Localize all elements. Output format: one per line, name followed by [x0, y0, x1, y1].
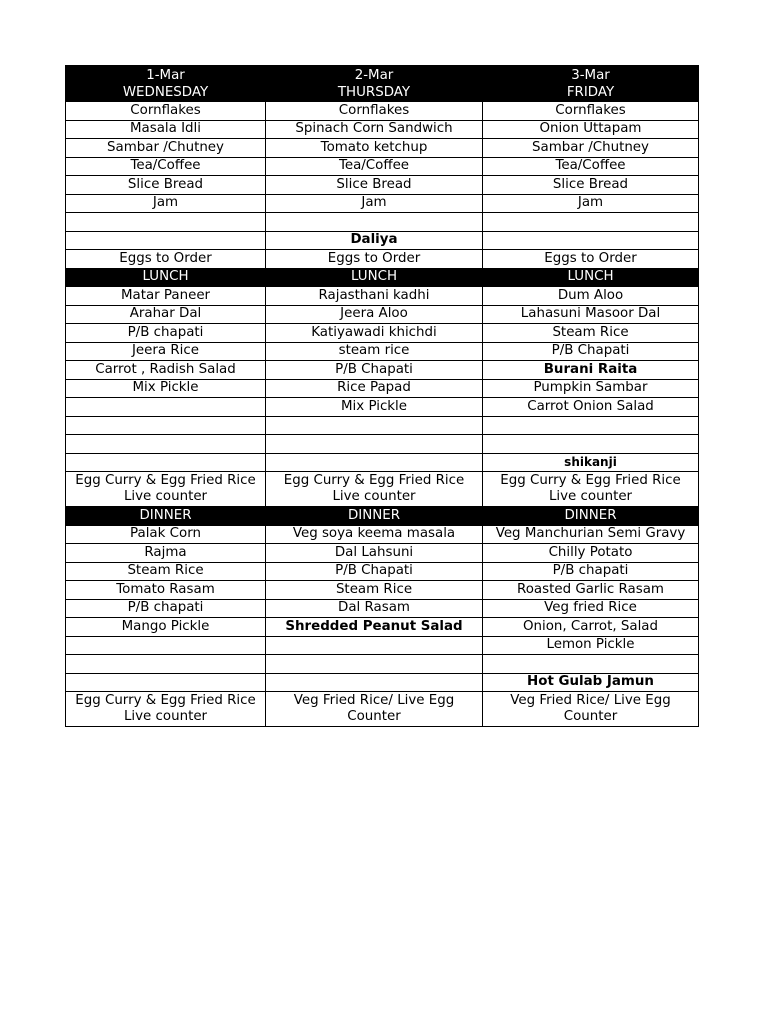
- menu-cell: Veg fried Rice: [483, 599, 699, 618]
- menu-cell: Slice Bread: [66, 176, 266, 195]
- menu-cell: [483, 231, 699, 250]
- menu-cell: Slice Bread: [266, 176, 483, 195]
- menu-cell: [266, 416, 483, 435]
- menu-cell: Mix Pickle: [266, 398, 483, 417]
- lunch-row: [66, 342, 699, 361]
- menu-cell-line: Counter: [563, 709, 618, 724]
- dinner-row: [66, 618, 699, 637]
- menu-cell: Veg Manchurian Semi Gravy: [483, 525, 699, 544]
- breakfast-row: [66, 213, 699, 232]
- menu-cell-line: Veg Fried Rice/ Live Egg: [293, 693, 455, 708]
- menu-cell: [266, 692, 483, 727]
- menu-cell: [66, 636, 266, 655]
- menu-cell: [66, 472, 266, 507]
- menu-cell: Rajma: [66, 544, 266, 563]
- menu-cell: [266, 213, 483, 232]
- menu-cell: Lemon Pickle: [483, 636, 699, 655]
- menu-cell: Chilly Potato: [483, 544, 699, 563]
- lunch-row: [66, 287, 699, 306]
- day-date: 1-Mar: [146, 67, 185, 83]
- dinner-row: [66, 599, 699, 618]
- menu-cell: Daliya: [266, 231, 483, 250]
- menu-cell: Dal Lahsuni: [266, 544, 483, 563]
- lunch-row: [66, 379, 699, 398]
- menu-cell-line: Veg Fried Rice/ Live Egg: [510, 693, 671, 708]
- menu-cell: Carrot , Radish Salad: [66, 361, 266, 380]
- menu-cell: Jam: [66, 194, 266, 213]
- menu-cell-line: Live counter: [332, 489, 416, 504]
- menu-cell: [66, 213, 266, 232]
- menu-cell: shikanji: [483, 453, 699, 472]
- menu-cell: Rajasthani kadhi: [266, 287, 483, 306]
- menu-cell-line: Egg Curry & Egg Fried Rice: [75, 693, 256, 708]
- menu-cell: [66, 416, 266, 435]
- menu-cell: [483, 435, 699, 454]
- day-header-row: [66, 66, 699, 102]
- menu-cell: Burani Raita: [483, 361, 699, 380]
- dinner-row: [66, 544, 699, 563]
- menu-cell: Steam Rice: [266, 581, 483, 600]
- menu-cell: [483, 416, 699, 435]
- menu-cell: P/B chapati: [66, 324, 266, 343]
- dinner-row: [66, 525, 699, 544]
- dinner-row: [66, 562, 699, 581]
- menu-table: [65, 65, 699, 727]
- day-date: 2-Mar: [354, 67, 394, 83]
- menu-cell: [66, 655, 266, 674]
- day-date: 3-Mar: [571, 67, 610, 83]
- menu-cell: Lahasuni Masoor Dal: [483, 305, 699, 324]
- lunch-row: [66, 324, 699, 343]
- dinner-row: [66, 581, 699, 600]
- menu-cell: Shredded Peanut Salad: [266, 618, 483, 637]
- breakfast-row: [66, 194, 699, 213]
- menu-cell: Matar Paneer: [66, 287, 266, 306]
- menu-cell: Tomato ketchup: [266, 139, 483, 158]
- menu-cell-line: Live counter: [548, 489, 633, 504]
- menu-cell: [483, 472, 699, 507]
- menu-cell: Masala Idli: [66, 120, 266, 139]
- menu-cell-line: Egg Curry & Egg Fried Rice: [283, 473, 465, 488]
- lunch-row: [66, 453, 699, 472]
- menu-cell: Tea/Coffee: [483, 157, 699, 176]
- menu-cell: Tomato Rasam: [66, 581, 266, 600]
- menu-cell: [266, 673, 483, 692]
- menu-cell: [266, 472, 483, 507]
- menu-cell: Palak Corn: [66, 525, 266, 544]
- menu-cell: Mix Pickle: [66, 379, 266, 398]
- menu-cell: Jeera Rice: [66, 342, 266, 361]
- lunch-label: LUNCH: [483, 268, 699, 287]
- menu-cell: [266, 453, 483, 472]
- menu-cell: Rice Papad: [266, 379, 483, 398]
- menu-cell: Onion, Carrot, Salad: [483, 618, 699, 637]
- dinner-header-row: [66, 507, 699, 526]
- breakfast-row: [66, 250, 699, 269]
- day-header-cell: [483, 66, 699, 102]
- menu-cell: [266, 655, 483, 674]
- menu-cell: [66, 231, 266, 250]
- menu-cell: P/B chapati: [483, 562, 699, 581]
- menu-cell: Jam: [483, 194, 699, 213]
- day-weekday: WEDNESDAY: [122, 84, 209, 100]
- breakfast-row: [66, 157, 699, 176]
- menu-cell: Mango Pickle: [66, 618, 266, 637]
- menu-cell: Carrot Onion Salad: [483, 398, 699, 417]
- menu-cell: P/B Chapati: [266, 562, 483, 581]
- menu-cell: Dum Aloo: [483, 287, 699, 306]
- menu-cell: Cornflakes: [483, 102, 699, 121]
- menu-cell: [266, 636, 483, 655]
- lunch-egg-row: [66, 472, 699, 507]
- menu-cell: Sambar /Chutney: [483, 139, 699, 158]
- dinner-row: [66, 636, 699, 655]
- menu-cell-line: Egg Curry & Egg Fried Rice: [500, 473, 681, 488]
- menu-cell: [66, 692, 266, 727]
- dinner-label: DINNER: [483, 507, 699, 526]
- menu-cell: Onion Uttapam: [483, 120, 699, 139]
- menu-cell: Katiyawadi khichdi: [266, 324, 483, 343]
- breakfast-row: [66, 102, 699, 121]
- lunch-label: LUNCH: [66, 268, 266, 287]
- menu-cell-line: Counter: [347, 709, 401, 724]
- menu-cell: Slice Bread: [483, 176, 699, 195]
- breakfast-row: [66, 176, 699, 195]
- menu-cell: steam rice: [266, 342, 483, 361]
- lunch-row: [66, 398, 699, 417]
- menu-cell: P/B Chapati: [266, 361, 483, 380]
- breakfast-row: [66, 120, 699, 139]
- dinner-row: [66, 673, 699, 692]
- menu-cell-line: Egg Curry & Egg Fried Rice: [75, 473, 256, 488]
- menu-cell: Steam Rice: [66, 562, 266, 581]
- menu-cell-line: Live counter: [123, 489, 208, 504]
- lunch-header-row: [66, 268, 699, 287]
- menu-cell: Dal Rasam: [266, 599, 483, 618]
- menu-cell: [66, 435, 266, 454]
- menu-cell: Eggs to Order: [266, 250, 483, 269]
- dinner-label: DINNER: [266, 507, 483, 526]
- menu-cell: [483, 213, 699, 232]
- menu-cell: Cornflakes: [66, 102, 266, 121]
- dinner-egg-row: [66, 692, 699, 727]
- menu-cell: Hot Gulab Jamun: [483, 673, 699, 692]
- menu-cell: Steam Rice: [483, 324, 699, 343]
- menu-cell: Jeera Aloo: [266, 305, 483, 324]
- menu-cell: Roasted Garlic Rasam: [483, 581, 699, 600]
- dinner-label: DINNER: [66, 507, 266, 526]
- lunch-row: [66, 435, 699, 454]
- menu-cell: Tea/Coffee: [266, 157, 483, 176]
- day-header-cell: [66, 66, 266, 102]
- menu-cell: Cornflakes: [266, 102, 483, 121]
- menu-cell: Spinach Corn Sandwich: [266, 120, 483, 139]
- menu-cell: Jam: [266, 194, 483, 213]
- menu-cell: [483, 692, 699, 727]
- menu-cell: [66, 453, 266, 472]
- breakfast-row: [66, 231, 699, 250]
- menu-cell: Eggs to Order: [483, 250, 699, 269]
- day-header-cell: [266, 66, 483, 102]
- lunch-row: [66, 416, 699, 435]
- menu-cell: [483, 655, 699, 674]
- menu-cell: [266, 435, 483, 454]
- menu-cell: Arahar Dal: [66, 305, 266, 324]
- menu-cell: P/B chapati: [66, 599, 266, 618]
- day-weekday: FRIDAY: [566, 84, 615, 100]
- breakfast-row: [66, 139, 699, 158]
- lunch-row: [66, 361, 699, 380]
- menu-cell: P/B Chapati: [483, 342, 699, 361]
- menu-cell-line: Live counter: [123, 709, 208, 724]
- menu-cell: Sambar /Chutney: [66, 139, 266, 158]
- dinner-row: [66, 655, 699, 674]
- lunch-label: LUNCH: [266, 268, 483, 287]
- menu-cell: Eggs to Order: [66, 250, 266, 269]
- menu-cell: Tea/Coffee: [66, 157, 266, 176]
- menu-cell: Veg soya keema masala: [266, 525, 483, 544]
- day-weekday: THURSDAY: [337, 84, 411, 100]
- menu-cell: [66, 673, 266, 692]
- menu-cell: [66, 398, 266, 417]
- lunch-row: [66, 305, 699, 324]
- menu-cell: Pumpkin Sambar: [483, 379, 699, 398]
